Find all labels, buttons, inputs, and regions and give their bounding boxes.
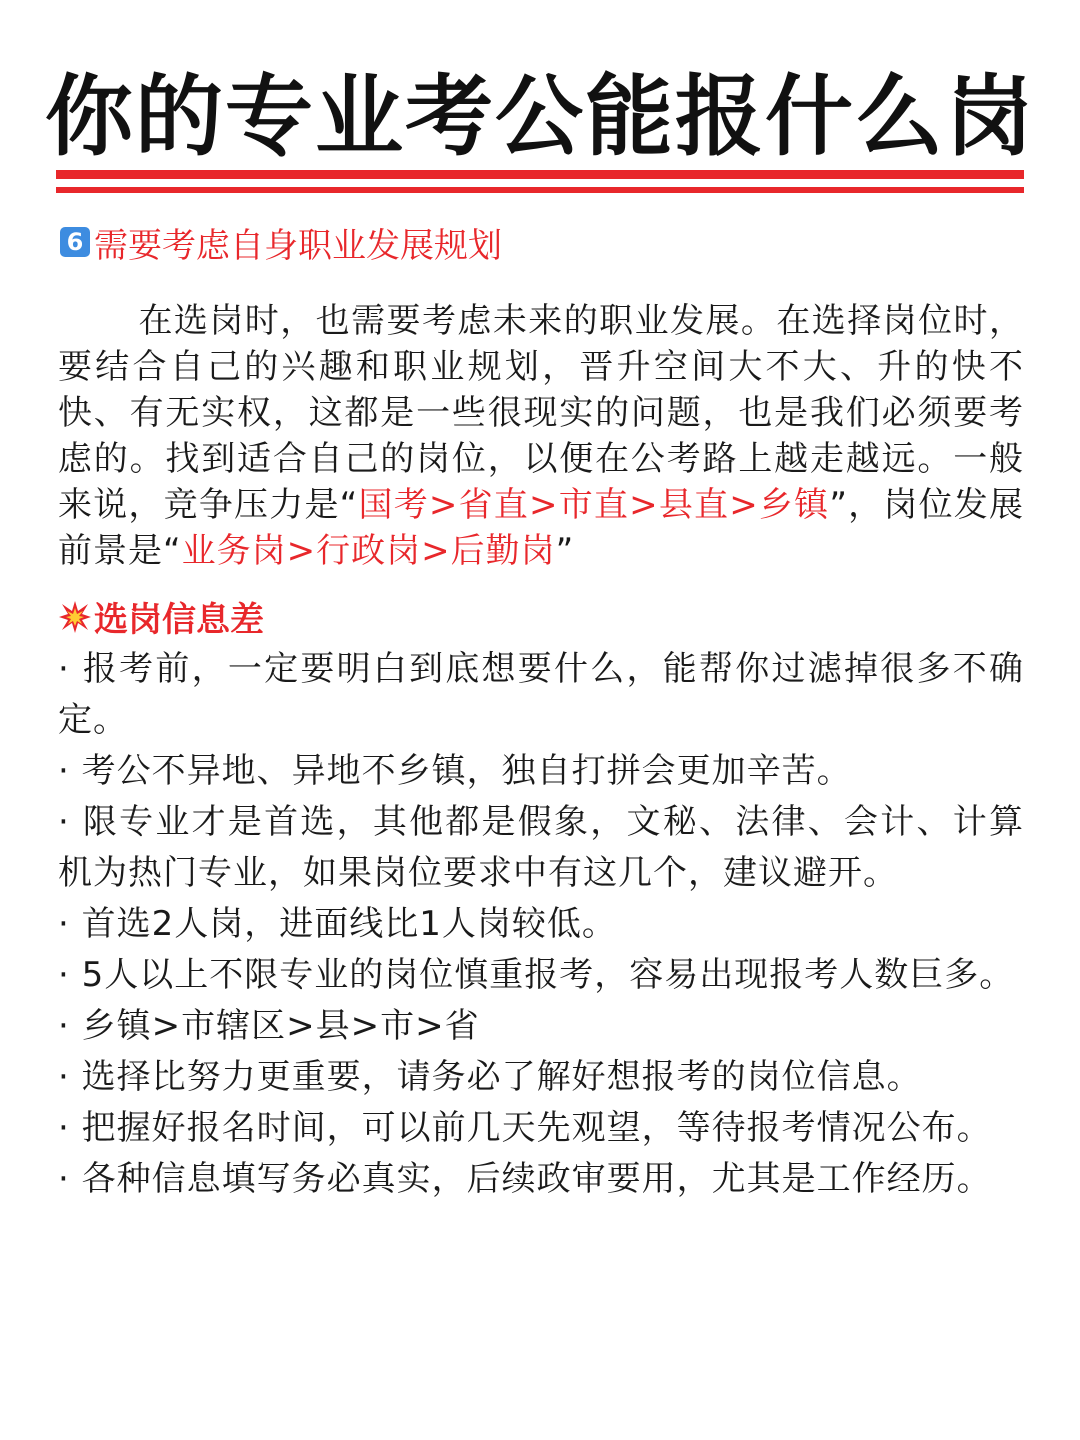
list-item: · 选择比努力更重要，请务必了解好想报考的岗位信息。 [58, 1057, 922, 1097]
paragraph-text-1: 在选岗时，也需要考虑未来的职业发展。在选择岗位时，要结合自己的兴趣和职业规划，晋升空间大不大、升的快不快、有无实权，这都是一些很现实的问题，也是我们必须要考虑的。找到适合自己的岗位，以便在公考路上越走越远。一般来说，竞争压力是“ [58, 301, 1024, 525]
list-item: · 考公不异地、异地不乡镇，独自打拼会更加辛苦。 [58, 751, 852, 791]
section-heading-text: 需要考虑自身职业发展规划 [94, 225, 502, 266]
list-item: · 5人以上不限专业的岗位慎重报考，容易出现报考人数巨多。 [58, 955, 1015, 995]
info-gap-heading-text: 选岗信息差 [94, 600, 264, 640]
title-underline-thick [56, 170, 1024, 179]
list-item: · 限专业才是首选，其他都是假象，文秘、法律、会计、计算机为热门专业，如果岗位要求中有这几个，建议避开。 [58, 802, 1024, 893]
list-item: · 报考前，一定要明白到底想要什么，能帮你过滤掉很多不确定。 [58, 649, 1024, 740]
number-six-badge-icon: 6 [60, 227, 90, 257]
title-underline-thin [56, 187, 1024, 193]
paragraph-text-2: ”，岗位发展前景是“ [58, 485, 1024, 571]
page-title: 你的专业考公能报什么岗 [44, 65, 1035, 168]
info-gap-heading [58, 592, 264, 641]
list-item: · 乡镇>市辖区>县>市>省 [58, 1006, 480, 1046]
paragraph-text-3: ” [555, 531, 575, 571]
tips-list [58, 644, 1024, 1205]
section-heading [60, 222, 502, 266]
list-item: · 首选2人岗，进面线比1人岗较低。 [58, 904, 617, 944]
list-item: · 把握好报名时间，可以前几天先观望，等待报考情况公布。 [58, 1108, 992, 1148]
paragraph-highlight-prospects: 业务岗>行政岗>后勤岗 [181, 531, 556, 571]
section-paragraph [58, 298, 1024, 574]
collision-icon [58, 600, 92, 634]
list-item: · 各种信息填写务必真实，后续政审要用，尤其是工作经历。 [58, 1159, 992, 1199]
paragraph-highlight-competition: 国考>省直>市直>县直>乡镇 [358, 485, 830, 525]
